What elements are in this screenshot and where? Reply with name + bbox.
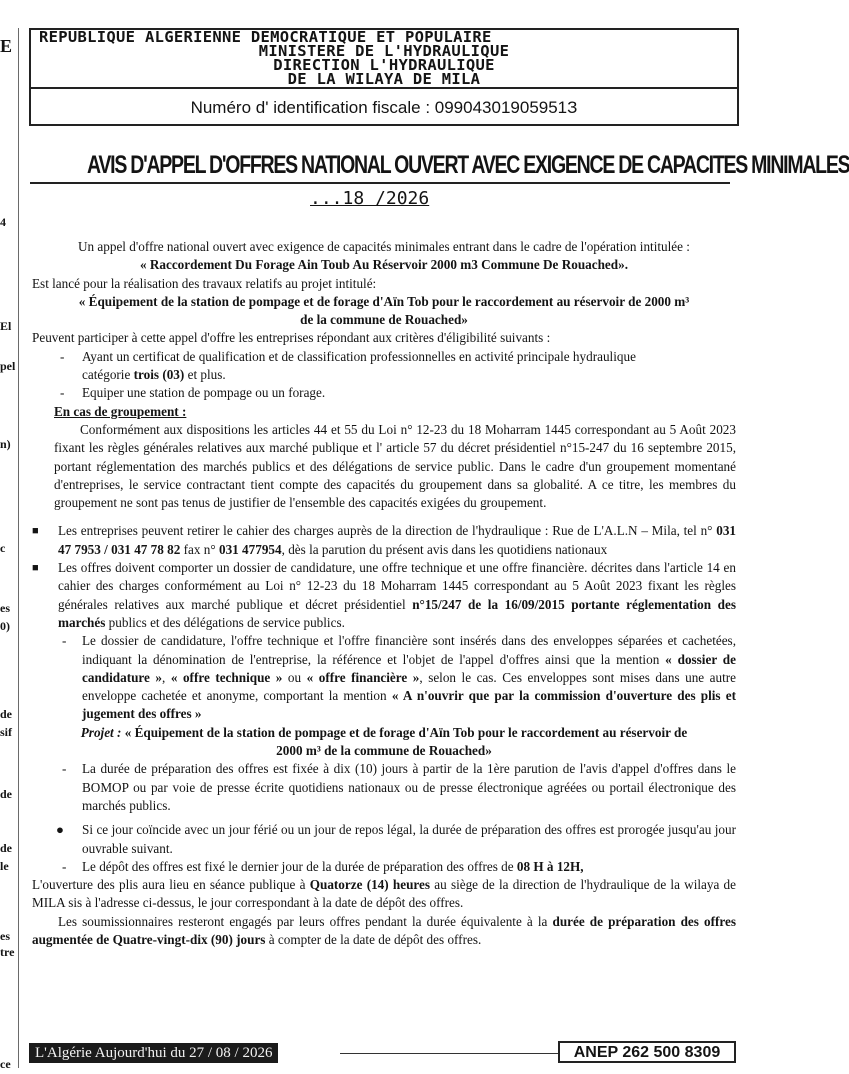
margin-fragment: le — [0, 859, 9, 873]
header-line-direction: DIRECTION L'HYDRAULIQUE — [273, 56, 495, 74]
notice-body — [32, 238, 736, 949]
margin-fragment: sif — [0, 725, 12, 739]
margin-fragment: es — [0, 929, 10, 943]
header-line-ministry: MINISTERE DE L'HYDRAULIQUE — [258, 42, 510, 60]
duration-paragraph: - La durée de préparation des offres est fixée à dix (10) jours à partir de la 1ère parution de l'avis d'appel d'offres dans le BOMOP ou par voie de presse écrite quotidiens nationaux ou de presse électronique agréées ou portail électronique des marchés publics. — [32, 760, 736, 815]
margin-fragment: pel — [0, 359, 16, 373]
bullet-icon: ■ — [32, 525, 39, 538]
left-column-divider — [18, 28, 19, 1068]
header-line-wilaya: DE LA WILAYA DE MILA — [287, 70, 481, 88]
margin-fragment: 4 — [0, 215, 6, 229]
engagement-paragraph: Les soumissionnaires resteront engagés par leurs offres pendant la durée équivalente à la durée de préparation des offres augmentée de Quatre-vingt-dix (90) jours à compter de la date de dépôt des offres. — [32, 913, 736, 947]
opening-paragraph: L'ouverture des plis aura lieu en séance publique à Quatorze (14) heures au siège de la direction de l'hydraulique de la wilaya de MILA sis à l'adresse ci-dessus, le jour correspondant à la date de dépôt des offres. — [32, 877, 736, 911]
newspaper-publication-label: L'Algérie Aujourd'hui du 27 / 08 / 2026 — [29, 1043, 278, 1063]
margin-fragment: E — [0, 36, 13, 56]
margin-fragment: es — [0, 601, 10, 615]
bullet-icon: ● — [56, 822, 64, 838]
criteria-intro: Peuvent participer à cette appel d'offre les entreprises répondant aux critères d'éligibilité suivants : — [32, 330, 551, 346]
tax-id-box: Numéro d' identification fiscale : 09904301905951З — [29, 89, 739, 126]
envelope-paragraph: - Le dossier de candidature, l'offre technique et l'offre financière sont insérés dans des enveloppes séparées et cachetées, indiquant la dénomination de l'entreprise, la référence et l'objet de l'appel d'offres ainsi que la mention « dossier de candidature », « offre technique » ou « offre financière », selon le cas. Ces enveloppes sont mises dans une autre enveloppe cachetée et anonyme, comportant la mention « A n'ouvrir que par la commission d'ouverture des plis et jugement des offres » — [32, 632, 736, 723]
notice-title: AVIS D'APPEL D'OFFRES NATIONAL OUVERT AVEC EXIGENCE DE CAPACITES MINIMALES — [87, 151, 849, 179]
title-underline — [30, 182, 730, 184]
margin-fragment: de — [0, 707, 12, 721]
margin-fragment: c — [0, 541, 6, 555]
margin-fragment: n) — [0, 437, 11, 451]
margin-fragment: de — [0, 841, 12, 855]
intro-paragraph: Un appel d'offre national ouvert avec exigence de capacités minimales entrant dans le cadre de l'opération intitulée : — [78, 239, 690, 254]
margin-fragment: El — [0, 319, 12, 333]
offers-paragraph: ■ Les offres doivent comporter un dossier de candidature, une offre technique et une offre financière. décrites dans l'article 14 en cahier des charges conformément au Loi n° 12-23 du 18 Moharram 1445 correspondant au 5 Août 2023 fixant les règles générales relatives aux marché publique et décret présidentiel n°15/247 de la 16/09/2015 portante réglementation des marchés publics et des délégations de service publics. — [32, 560, 736, 630]
holiday-paragraph: ● Si ce jour coïncide avec un jour férié ou un jour de repos légal, la durée de préparation des offres est prorogée jusqu'au jour ouvrable suivant. — [56, 822, 736, 856]
margin-fragment: 0) — [0, 619, 10, 633]
margin-fragment: ce — [0, 1057, 11, 1071]
header-line-republic: REPUBLIQUE ALGERIENNE DEMOCRATIQUE ET POPULAIRE — [39, 28, 492, 46]
projet-line-1: Projet : « Équipement de la station de pompage et de forage d'Aïn Tob pour le raccordement au réservoir de — [80, 724, 688, 740]
margin-fragment: tre — [0, 945, 15, 959]
margin-fragment: de — [0, 787, 12, 801]
projet-line-2: 2000 m³ de la commune de Rouached» — [276, 743, 492, 759]
project-title-line-1: « Équipement de la station de pompage et de forage d'Aïn Tob pour le raccordement au réservoir de 2000 m³ — [78, 293, 690, 309]
notice-reference: ...18 /2026 — [310, 188, 430, 209]
project-title-line-2: de la commune de Rouached» — [300, 312, 468, 328]
bullet-icon: ■ — [32, 562, 39, 575]
group-paragraph: Conformément aux dispositions les articles 44 et 55 du Loi n° 12-23 du 18 Moharram 1445 correspondant au 5 Août 2023 fixant les règles générales relatives aux marché publique et l' article 57 du décret présidentiel n°15-247 du 16 septembre 2015, portant réglementation des marchés publics et des délégations de service public. Dans le cadre d'un groupement momentané d'entreprises, le service contractant tient compte des capacités du groupement dans sa globalité. A ce titre, les membres du groupement ne sont pas tenus de justifier de l'ensemble des capacités exigées du groupement. — [54, 421, 736, 511]
group-heading: En cas de groupement : — [54, 403, 187, 419]
launched-line: Est lancé pour la réalisation des travaux relatifs au projet intitulé: — [32, 275, 377, 291]
criteria-item-2: - Equiper une station de pompage ou un forage. — [32, 384, 736, 402]
footer-divider — [340, 1053, 558, 1054]
deposit-line: - Le dépôt des offres est fixé le dernier jour de la durée de préparation des offres de 08 H à 12H, — [32, 858, 736, 876]
withdraw-paragraph: ■ Les entreprises peuvent retirer le cahier des charges auprès de la direction de l'hydraulique : Rue de L'A.L.N – Mila, tel n° 031 47 7953 / 031 47 78 82 fax n° 031 477954, dès la parution du présent avis dans les quotidiens nationaux — [32, 523, 736, 557]
header-box — [29, 28, 739, 89]
anep-reference-box: ANEP 262 500 8309 — [558, 1041, 736, 1063]
operation-name: « Raccordement Du Forage Ain Toub Au Réservoir 2000 m3 Commune De Rouached». — [139, 257, 629, 273]
criteria-item-1: - Ayant un certificat de qualification et de classification professionnelles en activité principale hydraulique catégorie trois (03) et plus. — [32, 348, 736, 385]
